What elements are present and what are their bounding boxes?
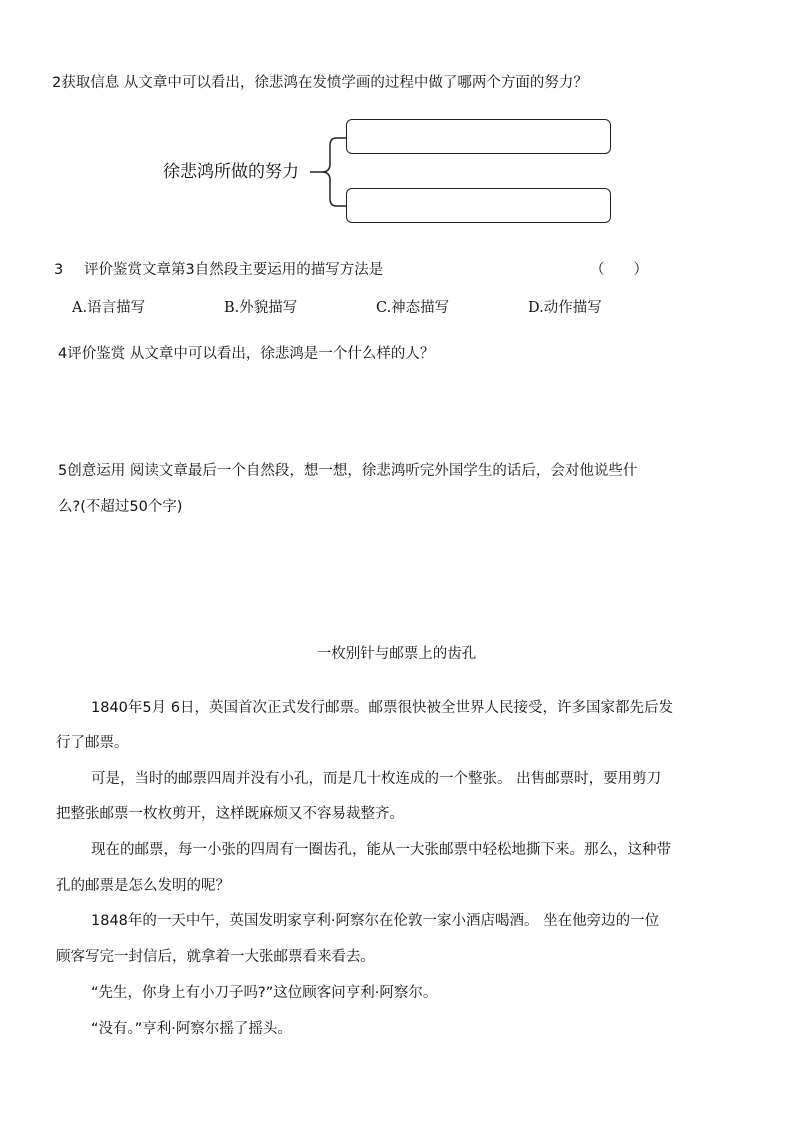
question-2-text: 2获取信息 从文章中可以看出，徐悲鸿在发愤学画的过程中做了哪两个方面的努力？ [52,75,588,91]
answer-box-1[interactable] [346,119,611,154]
article-line: 可是，当时的邮票四周并没有小孔，而是几十枚连成的一个整张。 出售邮票时，要用剪刀 [91,771,662,787]
article-title: 一枚别针与邮票上的齿孔 [316,646,477,662]
question-5-line-2: 么?(不超过50个字) [58,499,183,515]
article-line: 顾客写完一封信后，就拿着一大张邮票看来看去。 [56,949,375,965]
article-line: 1840年5月 6日，英国首次正式发行邮票。邮票很快被全世界人民接受，许多国家都先后发 [91,700,673,716]
question-3-text: 评价鉴赏文章第3自然段主要运用的描写方法是 [84,262,384,278]
option-b[interactable]: B.外貌描写 [224,300,298,316]
diagram-label: 徐悲鸿所做的努力 [163,162,299,182]
article-line: “先生，你身上有小刀子吗?”这位顾客问亨利·阿察尔。 [91,985,438,1001]
question-5-line-1: 5创意运用 阅读文章最后一个自然段，想一想，徐悲鸿听完外国学生的话后，会对他说些什 [58,463,638,479]
option-a[interactable]: A.语言描写 [72,300,146,316]
question-3-number: 3 [54,262,64,278]
article-line: “没有。”亨利·阿察尔摇了摇头。 [91,1021,292,1037]
article-line: 孔的邮票是怎么发明的呢？ [56,878,230,894]
article-line: 现在的邮票，每一小张的四周有一圈齿孔，能从一大张邮票中轻松地撕下来。那么，这种带 [91,842,671,858]
article-line: 把整张邮票一枚枚剪开，这样既麻烦又不容易裁整齐。 [56,806,404,822]
answer-box-2[interactable] [346,188,611,223]
article-line: 1848年的一天中午，英国发明家亨利·阿察尔在伦敦一家小酒店喝酒。 坐在他旁边的一位 [91,913,660,929]
option-d[interactable]: D.动作描写 [528,300,602,316]
option-c[interactable]: C.神态描写 [376,300,450,316]
article-line: 行了邮票。 [56,735,129,751]
question-4-text: 4评价鉴赏 从文章中可以看出，徐悲鸿是一个什么样的人？ [58,346,435,362]
answer-parentheses: （ ） [590,262,648,278]
brace-connector [306,132,348,212]
